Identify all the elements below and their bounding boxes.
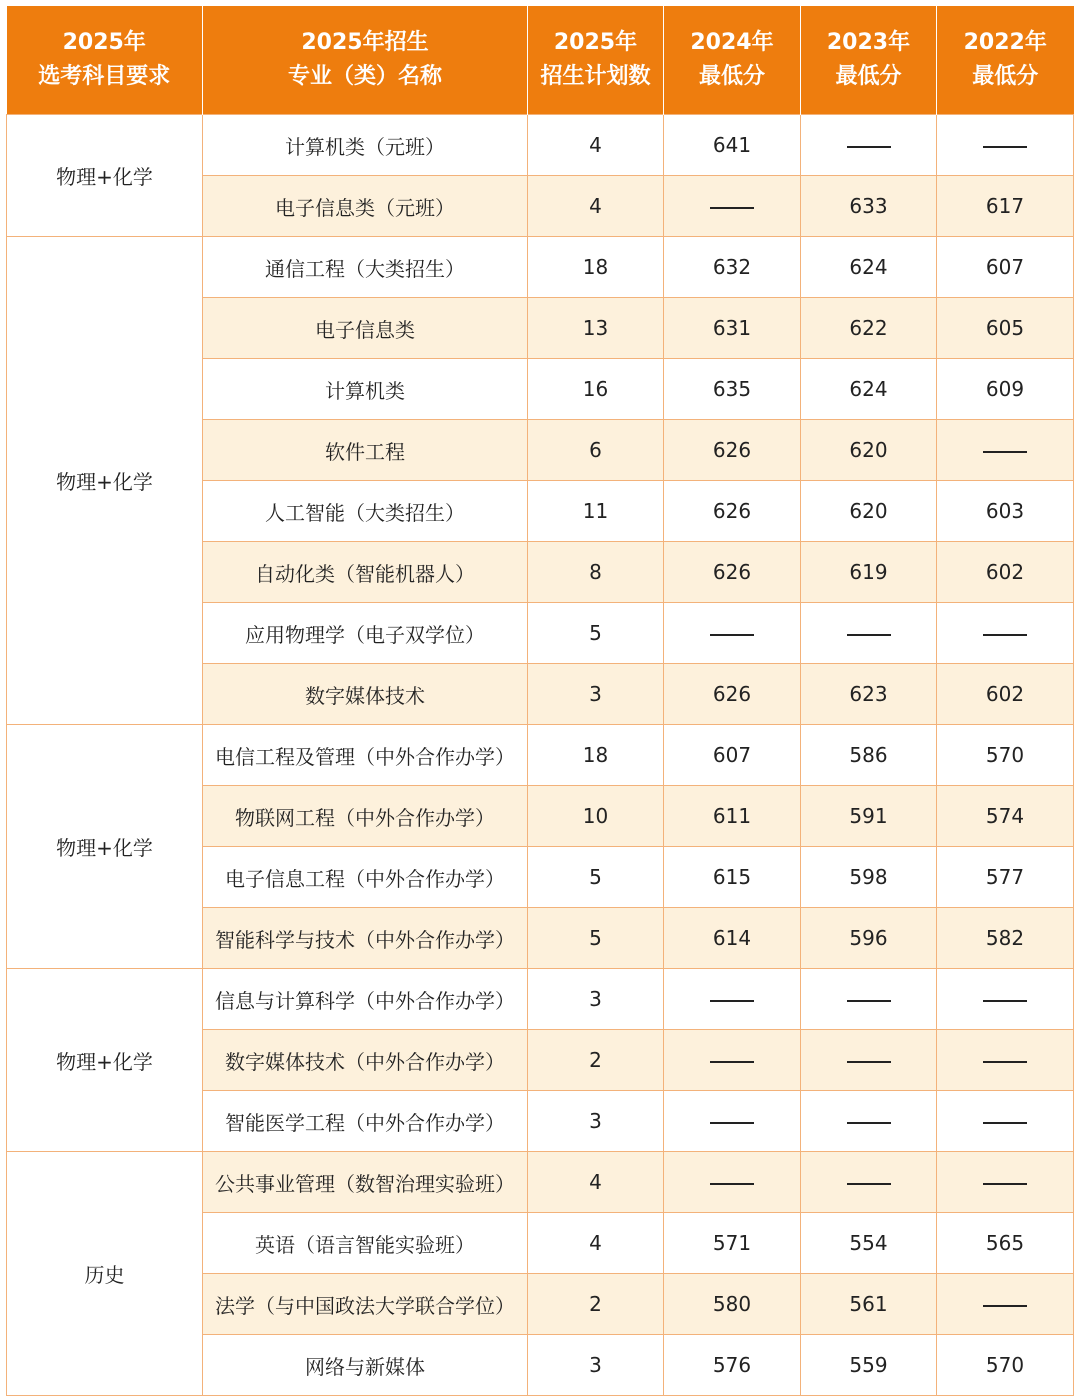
subject-requirement-cell: 物理+化学 <box>7 969 203 1152</box>
major-name-cell: 电子信息工程（中外合作办学） <box>203 847 528 908</box>
score-2024-cell <box>664 969 801 1030</box>
score-2023-cell: 586 <box>801 725 937 786</box>
score-2024-cell: 626 <box>664 481 801 542</box>
no-data-dash <box>983 1305 1027 1307</box>
score-2024-cell <box>664 1152 801 1213</box>
major-name-cell: 智能科学与技术（中外合作办学） <box>203 908 528 969</box>
score-2022-cell: 582 <box>937 908 1074 969</box>
admission-score-table <box>6 6 1074 1396</box>
score-2023-cell: 591 <box>801 786 937 847</box>
major-name-cell: 电子信息类 <box>203 298 528 359</box>
subject-requirement-cell: 物理+化学 <box>7 725 203 969</box>
no-data-dash <box>847 1183 891 1185</box>
score-2023-cell: 559 <box>801 1335 937 1396</box>
score-2023-cell <box>801 115 937 176</box>
score-2023-cell: 596 <box>801 908 937 969</box>
score-2024-cell: 611 <box>664 786 801 847</box>
score-2022-cell <box>937 115 1074 176</box>
score-2022-cell: 565 <box>937 1213 1074 1274</box>
plan-count-cell: 18 <box>528 237 664 298</box>
score-2022-cell: 570 <box>937 725 1074 786</box>
score-2024-cell: 632 <box>664 237 801 298</box>
plan-count-cell: 3 <box>528 1091 664 1152</box>
table-row <box>7 1152 1074 1213</box>
score-2023-cell: 554 <box>801 1213 937 1274</box>
no-data-dash <box>710 1183 754 1185</box>
major-name-cell: 软件工程 <box>203 420 528 481</box>
plan-count-cell: 5 <box>528 603 664 664</box>
major-name-cell: 信息与计算科学（中外合作办学） <box>203 969 528 1030</box>
admission-table-container <box>6 6 1073 1396</box>
no-data-dash <box>983 634 1027 636</box>
score-2022-cell <box>937 1274 1074 1335</box>
major-name-cell: 人工智能（大类招生） <box>203 481 528 542</box>
score-2022-cell: 607 <box>937 237 1074 298</box>
score-2024-cell: 576 <box>664 1335 801 1396</box>
score-2023-cell: 624 <box>801 359 937 420</box>
score-2024-cell: 631 <box>664 298 801 359</box>
major-name-cell: 计算机类 <box>203 359 528 420</box>
score-2022-cell: 605 <box>937 298 1074 359</box>
no-data-dash <box>983 1061 1027 1063</box>
no-data-dash <box>847 1122 891 1124</box>
plan-count-cell: 3 <box>528 969 664 1030</box>
plan-count-cell: 3 <box>528 1335 664 1396</box>
header-major-name: 2025年招生 专业（类）名称 <box>203 6 528 115</box>
subject-requirement-cell: 物理+化学 <box>7 237 203 725</box>
major-name-cell: 自动化类（智能机器人） <box>203 542 528 603</box>
subject-requirement-cell: 物理+化学 <box>7 115 203 237</box>
plan-count-cell: 18 <box>528 725 664 786</box>
score-2024-cell: 626 <box>664 420 801 481</box>
score-2023-cell <box>801 1091 937 1152</box>
score-2024-cell: 641 <box>664 115 801 176</box>
no-data-dash <box>847 146 891 148</box>
score-2022-cell: 602 <box>937 542 1074 603</box>
header-plan-count: 2025年 招生计划数 <box>528 6 664 115</box>
table-header-row <box>7 6 1074 115</box>
score-2024-cell <box>664 1030 801 1091</box>
score-2022-cell: 609 <box>937 359 1074 420</box>
score-2022-cell: 603 <box>937 481 1074 542</box>
no-data-dash <box>847 634 891 636</box>
score-2024-cell <box>664 603 801 664</box>
score-2024-cell: 614 <box>664 908 801 969</box>
score-2023-cell <box>801 1152 937 1213</box>
score-2024-cell: 607 <box>664 725 801 786</box>
plan-count-cell: 10 <box>528 786 664 847</box>
subject-requirement-cell: 历史 <box>7 1152 203 1396</box>
table-row <box>7 115 1074 176</box>
no-data-dash <box>983 1122 1027 1124</box>
header-2022-min-score: 2022年 最低分 <box>937 6 1074 115</box>
score-2023-cell: 620 <box>801 481 937 542</box>
score-2024-cell: 571 <box>664 1213 801 1274</box>
plan-count-cell: 5 <box>528 908 664 969</box>
score-2023-cell: 623 <box>801 664 937 725</box>
score-2024-cell: 615 <box>664 847 801 908</box>
score-2022-cell: 570 <box>937 1335 1074 1396</box>
major-name-cell: 电信工程及管理（中外合作办学） <box>203 725 528 786</box>
no-data-dash <box>710 207 754 209</box>
major-name-cell: 物联网工程（中外合作办学） <box>203 786 528 847</box>
plan-count-cell: 4 <box>528 176 664 237</box>
score-2023-cell: 620 <box>801 420 937 481</box>
score-2023-cell <box>801 603 937 664</box>
major-name-cell: 智能医学工程（中外合作办学） <box>203 1091 528 1152</box>
major-name-cell: 网络与新媒体 <box>203 1335 528 1396</box>
no-data-dash <box>710 1000 754 1002</box>
no-data-dash <box>847 1061 891 1063</box>
plan-count-cell: 6 <box>528 420 664 481</box>
score-2022-cell: 574 <box>937 786 1074 847</box>
header-subject-requirement: 2025年 选考科目要求 <box>7 6 203 115</box>
major-name-cell: 数字媒体技术（中外合作办学） <box>203 1030 528 1091</box>
major-name-cell: 计算机类（元班） <box>203 115 528 176</box>
table-row <box>7 725 1074 786</box>
score-2022-cell: 602 <box>937 664 1074 725</box>
no-data-dash <box>983 146 1027 148</box>
plan-count-cell: 2 <box>528 1274 664 1335</box>
score-2023-cell <box>801 969 937 1030</box>
score-2024-cell <box>664 176 801 237</box>
plan-count-cell: 2 <box>528 1030 664 1091</box>
score-2022-cell <box>937 1091 1074 1152</box>
score-2022-cell <box>937 969 1074 1030</box>
plan-count-cell: 4 <box>528 1213 664 1274</box>
score-2022-cell <box>937 1030 1074 1091</box>
header-2024-min-score: 2024年 最低分 <box>664 6 801 115</box>
score-2024-cell <box>664 1091 801 1152</box>
plan-count-cell: 8 <box>528 542 664 603</box>
no-data-dash <box>983 1000 1027 1002</box>
score-2024-cell: 580 <box>664 1274 801 1335</box>
major-name-cell: 法学（与中国政法大学联合学位） <box>203 1274 528 1335</box>
plan-count-cell: 5 <box>528 847 664 908</box>
no-data-dash <box>710 634 754 636</box>
major-name-cell: 数字媒体技术 <box>203 664 528 725</box>
score-2023-cell: 598 <box>801 847 937 908</box>
plan-count-cell: 4 <box>528 1152 664 1213</box>
score-2023-cell: 624 <box>801 237 937 298</box>
no-data-dash <box>983 451 1027 453</box>
plan-count-cell: 4 <box>528 115 664 176</box>
major-name-cell: 应用物理学（电子双学位） <box>203 603 528 664</box>
major-name-cell: 电子信息类（元班） <box>203 176 528 237</box>
no-data-dash <box>710 1122 754 1124</box>
score-2023-cell: 561 <box>801 1274 937 1335</box>
score-2023-cell: 619 <box>801 542 937 603</box>
no-data-dash <box>710 1061 754 1063</box>
major-name-cell: 通信工程（大类招生） <box>203 237 528 298</box>
major-name-cell: 英语（语言智能实验班） <box>203 1213 528 1274</box>
score-2023-cell: 633 <box>801 176 937 237</box>
no-data-dash <box>983 1183 1027 1185</box>
score-2024-cell: 626 <box>664 542 801 603</box>
score-2022-cell <box>937 420 1074 481</box>
plan-count-cell: 16 <box>528 359 664 420</box>
score-2022-cell <box>937 603 1074 664</box>
score-2022-cell <box>937 1152 1074 1213</box>
header-2023-min-score: 2023年 最低分 <box>801 6 937 115</box>
score-2022-cell: 577 <box>937 847 1074 908</box>
score-2023-cell <box>801 1030 937 1091</box>
score-2024-cell: 635 <box>664 359 801 420</box>
plan-count-cell: 13 <box>528 298 664 359</box>
score-2023-cell: 622 <box>801 298 937 359</box>
plan-count-cell: 11 <box>528 481 664 542</box>
table-row <box>7 237 1074 298</box>
no-data-dash <box>847 1000 891 1002</box>
score-2024-cell: 626 <box>664 664 801 725</box>
table-row <box>7 969 1074 1030</box>
score-2022-cell: 617 <box>937 176 1074 237</box>
plan-count-cell: 3 <box>528 664 664 725</box>
major-name-cell: 公共事业管理（数智治理实验班） <box>203 1152 528 1213</box>
